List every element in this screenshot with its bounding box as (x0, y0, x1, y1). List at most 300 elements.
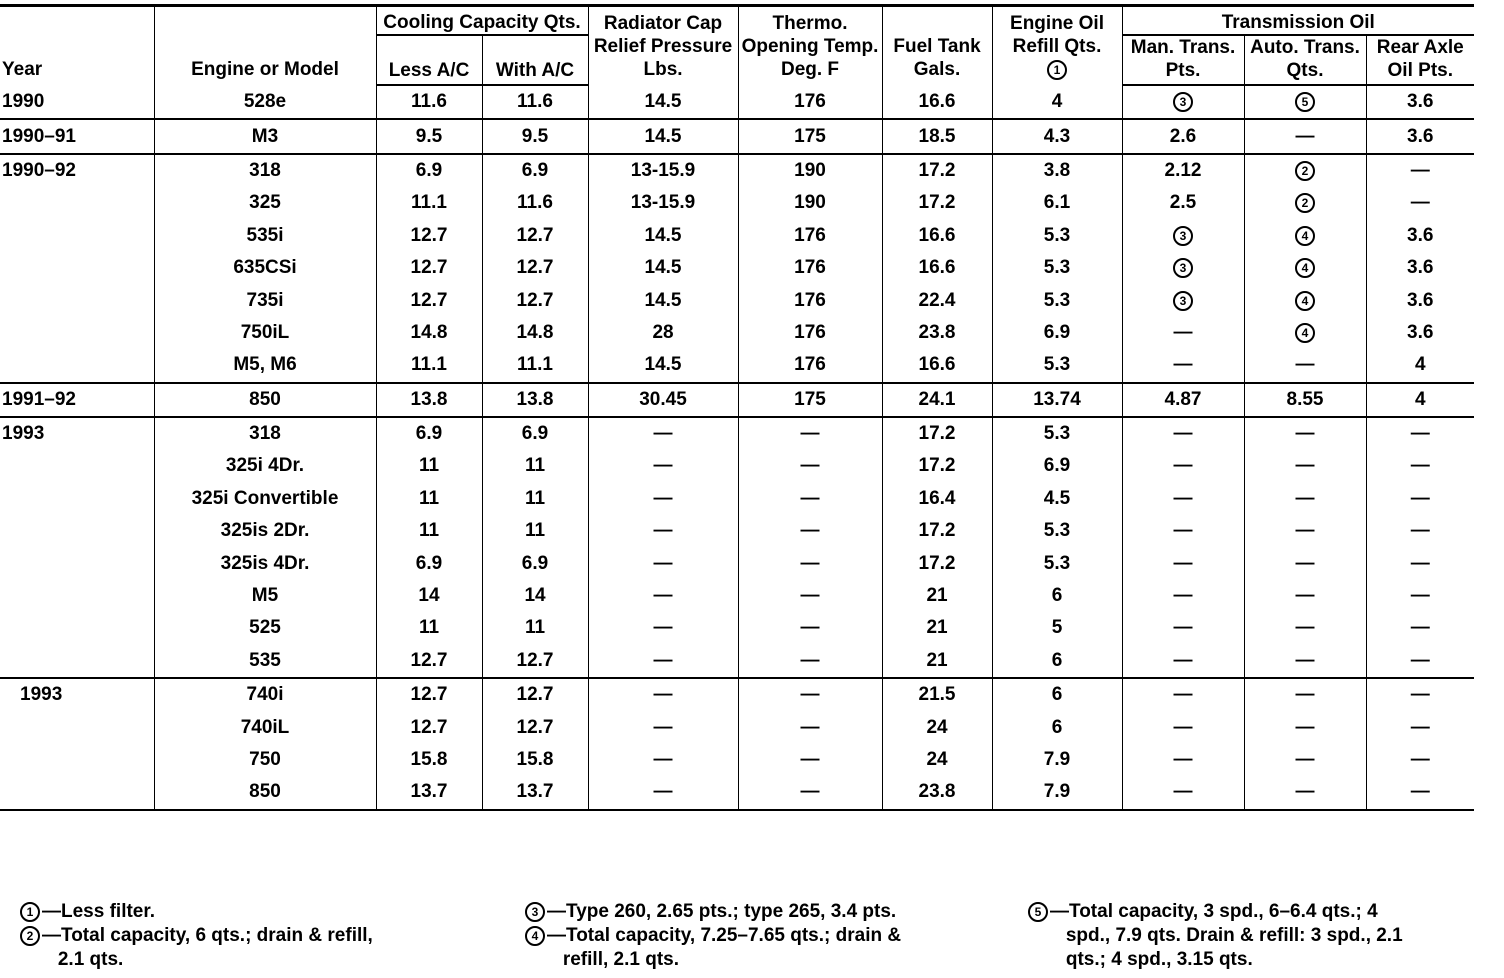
cell-model: 535i (154, 220, 376, 252)
cell-fuel: 17.2 (882, 154, 992, 187)
cell-year (0, 612, 154, 644)
cell-less-ac: 12.7 (376, 284, 482, 316)
cell-man-trans: — (1122, 317, 1244, 349)
cell-thermo: — (738, 711, 882, 743)
footnote-number-icon: 2 (20, 926, 40, 946)
cell-with-ac: 6.9 (482, 547, 588, 579)
cell-year: 1990–91 (0, 119, 154, 153)
cell-radiator: — (588, 580, 738, 612)
cell-oil: 5.3 (992, 220, 1122, 252)
cell-oil: 6 (992, 580, 1122, 612)
footnote-text: —Type 260, 2.65 pts.; type 265, 3.4 pts. (547, 901, 897, 922)
footnote-ref-icon: 3 (1173, 291, 1193, 311)
footnote-text: —Total capacity, 6 qts.; drain & refill, 2.1 qts. (42, 925, 373, 970)
cell-with-ac: 11 (482, 450, 588, 482)
footnote-ref-icon: 4 (1295, 258, 1315, 278)
cell-model: M3 (154, 119, 376, 153)
cell-year (0, 776, 154, 809)
cell-auto-trans: — (1244, 645, 1366, 678)
cell-with-ac: 11.1 (482, 349, 588, 382)
cell-model: 318 (154, 154, 376, 187)
cell-thermo: 190 (738, 187, 882, 219)
footnote-5 (1028, 900, 1403, 972)
table-row (0, 317, 1474, 349)
cell-oil: 5.3 (992, 515, 1122, 547)
cell-model: 750iL (154, 317, 376, 349)
header-man-trans: Man. Trans. Pts. (1122, 35, 1244, 85)
cell-radiator: 28 (588, 317, 738, 349)
table-row (0, 711, 1474, 743)
cell-man-trans: — (1122, 547, 1244, 579)
cell-rear-axle: — (1366, 678, 1474, 711)
cell-man-trans (1122, 252, 1244, 284)
cell-rear-axle: — (1366, 612, 1474, 644)
header-engine-oil-label: Engine Oil Refill Qts. (1010, 13, 1104, 57)
footnote-ref-icon: 2 (1295, 161, 1315, 181)
table-row (0, 85, 1474, 119)
cell-radiator: 14.5 (588, 349, 738, 382)
cell-man-trans (1122, 85, 1244, 119)
cell-fuel: 21 (882, 612, 992, 644)
table-row (0, 284, 1474, 316)
cell-less-ac: 11 (376, 612, 482, 644)
cell-thermo: — (738, 417, 882, 450)
cell-model: 850 (154, 776, 376, 809)
cell-oil: 7.9 (992, 744, 1122, 776)
cell-year: 1990 (2, 90, 45, 112)
cell-with-ac: 6.9 (482, 417, 588, 450)
cell-fuel: 21.5 (882, 678, 992, 711)
cell-thermo: — (738, 776, 882, 809)
cell-fuel: 24 (882, 711, 992, 743)
cell-year: 1990–92 (0, 154, 154, 187)
cell-with-ac: 11 (482, 515, 588, 547)
cell-auto-trans: — (1244, 483, 1366, 515)
footnote-number-icon: 5 (1028, 902, 1048, 922)
cell-thermo: 175 (738, 119, 882, 153)
footnote-ref-icon: 4 (1295, 226, 1315, 246)
cell-year (0, 547, 154, 579)
cell-thermo: — (738, 744, 882, 776)
cell-less-ac: 14.8 (376, 317, 482, 349)
cell-thermo: — (738, 645, 882, 678)
cell-oil: 5.3 (992, 547, 1122, 579)
cell-oil: 4.3 (992, 119, 1122, 153)
footnote-number-icon: 1 (20, 902, 40, 922)
cell-year: 1993 (0, 417, 154, 450)
header-engine-model: Engine or Model (154, 6, 376, 86)
cell-radiator: 14.5 (588, 119, 738, 153)
cell-rear-axle: 3.6 (1366, 252, 1474, 284)
cell-year (0, 483, 154, 515)
cell-rear-axle: 4 (1366, 383, 1474, 417)
footnote-ref-icon: 3 (1173, 258, 1193, 278)
table-row (0, 580, 1474, 612)
cell-less-ac: 15.8 (376, 744, 482, 776)
table-row (0, 776, 1474, 809)
cell-radiator: — (588, 678, 738, 711)
cell-radiator: — (588, 645, 738, 678)
cell-model: 635CSi (154, 252, 376, 284)
cell-man-trans: — (1122, 612, 1244, 644)
cell-radiator: — (588, 612, 738, 644)
cell-with-ac: 11.6 (482, 187, 588, 219)
cell-auto-trans: — (1244, 744, 1366, 776)
footnote-ref-icon: 2 (1295, 193, 1315, 213)
cell-year: 1993 (0, 678, 154, 711)
cell-man-trans: — (1122, 417, 1244, 450)
cell-rear-axle: — (1366, 483, 1474, 515)
table-row (0, 744, 1474, 776)
cell-with-ac: 12.7 (482, 284, 588, 316)
cell-oil: 6.1 (992, 187, 1122, 219)
header-engine-oil (992, 6, 1122, 86)
cell-fuel: 16.6 (882, 220, 992, 252)
cell-model: 740iL (154, 711, 376, 743)
header-year: Year (0, 6, 154, 86)
cell-man-trans: — (1122, 776, 1244, 809)
cell-less-ac: 12.7 (376, 252, 482, 284)
header-auto-trans: Auto. Trans. Qts. (1244, 35, 1366, 85)
cell-with-ac: 11 (482, 612, 588, 644)
footnote-column-1 (20, 900, 373, 972)
cell-radiator: — (588, 450, 738, 482)
cell-rear-axle: — (1366, 744, 1474, 776)
cell-rear-axle: — (1366, 776, 1474, 809)
table-row (0, 252, 1474, 284)
cell-less-ac: 12.7 (376, 220, 482, 252)
header-radiator-cap: Radiator Cap Relief Pressure Lbs. (588, 6, 738, 86)
cell-thermo: — (738, 515, 882, 547)
cell-fuel: 17.2 (882, 515, 992, 547)
cell-with-ac: 14 (482, 580, 588, 612)
cell-rear-axle: — (1366, 417, 1474, 450)
cell-radiator: — (588, 711, 738, 743)
cell-less-ac: 6.9 (376, 547, 482, 579)
footnote-column-3 (1028, 900, 1403, 972)
footnote-ref-icon: 3 (1173, 226, 1193, 246)
footnote-text: —Total capacity, 3 spd., 6–6.4 qts.; 4 spd., 7.9 qts. Drain & refill: 3 spd., 2.1 qts.; 4 spd., 3.15 qts. (1050, 901, 1403, 970)
cell-less-ac: 6.9 (376, 154, 482, 187)
cell-radiator: 14.5 (588, 252, 738, 284)
footnote-1 (20, 900, 373, 924)
cell-auto-trans (1244, 252, 1366, 284)
table-row (0, 483, 1474, 515)
cell-thermo: 190 (738, 154, 882, 187)
cell-fuel: 16.6 (882, 349, 992, 382)
cell-thermo: — (738, 678, 882, 711)
cell-less-ac: 13.7 (376, 776, 482, 809)
cell-less-ac: 13.8 (376, 383, 482, 417)
cell-thermo: — (738, 483, 882, 515)
cell-radiator: — (588, 776, 738, 809)
table-row (0, 547, 1474, 579)
footnote-3 (525, 900, 901, 924)
cell-less-ac: 11.1 (376, 187, 482, 219)
cell-less-ac: 12.7 (376, 678, 482, 711)
footnote-ref-icon: 5 (1295, 92, 1315, 112)
cell-year (0, 515, 154, 547)
cell-oil: 6 (992, 678, 1122, 711)
cell-thermo: 176 (738, 85, 882, 119)
header-rear-axle: Rear Axle Oil Pts. (1366, 35, 1474, 85)
footnote-2 (20, 924, 373, 972)
cell-radiator: 13-15.9 (588, 154, 738, 187)
cell-fuel: 17.2 (882, 547, 992, 579)
cell-fuel: 16.6 (882, 252, 992, 284)
cell-radiator: — (588, 744, 738, 776)
footnote-marker-icon: 1 (1047, 60, 1067, 80)
footnote-ref-icon: 4 (1295, 291, 1315, 311)
cell-with-ac: 12.7 (482, 220, 588, 252)
cell-oil: 5.3 (992, 252, 1122, 284)
cell-less-ac: 11.6 (376, 85, 482, 119)
cell-man-trans (1122, 284, 1244, 316)
cell-with-ac: 13.7 (482, 776, 588, 809)
cell-model: M5 (154, 580, 376, 612)
cell-oil: 4 (992, 85, 1122, 119)
footnote-column-2 (525, 900, 901, 972)
cell-auto-trans (1244, 187, 1366, 219)
cell-thermo: 176 (738, 284, 882, 316)
cell-with-ac: 15.8 (482, 744, 588, 776)
cell-fuel: 16.6 (882, 85, 992, 119)
cell-auto-trans (1244, 154, 1366, 187)
cell-model: 750 (154, 744, 376, 776)
cell-oil: 5 (992, 612, 1122, 644)
cell-man-trans: — (1122, 678, 1244, 711)
header-fuel-tank: Fuel Tank Gals. (882, 6, 992, 86)
cell-rear-axle: — (1366, 645, 1474, 678)
cell-year (0, 744, 154, 776)
cell-fuel: 22.4 (882, 284, 992, 316)
cell-model: 325i Convertible (154, 483, 376, 515)
cell-auto-trans: — (1244, 678, 1366, 711)
cell-model: 528e (154, 85, 376, 119)
table-row (0, 187, 1474, 219)
footnote-ref-icon: 4 (1295, 323, 1315, 343)
cell-thermo: — (738, 612, 882, 644)
footnote-text: —Total capacity, 7.25–7.65 qts.; drain & refill, 2.1 qts. (547, 925, 902, 970)
header-cooling-capacity: Cooling Capacity Qts. (376, 6, 588, 36)
footnote-text: —Less filter. (42, 901, 155, 922)
cell-thermo: — (738, 580, 882, 612)
header-thermo: Thermo. Opening Temp. Deg. F (738, 6, 882, 86)
table-header (0, 6, 1474, 86)
cell-model: 318 (154, 417, 376, 450)
cell-year (0, 711, 154, 743)
cell-fuel: 17.2 (882, 417, 992, 450)
cell-radiator: — (588, 417, 738, 450)
footnote-4 (525, 924, 901, 972)
cell-man-trans: — (1122, 580, 1244, 612)
cell-model: 850 (154, 383, 376, 417)
cell-radiator: 30.45 (588, 383, 738, 417)
cell-auto-trans: — (1244, 417, 1366, 450)
capacity-table (0, 4, 1474, 811)
cell-oil: 6 (992, 645, 1122, 678)
cell-man-trans: — (1122, 515, 1244, 547)
cell-fuel: 23.8 (882, 776, 992, 809)
table-row (0, 220, 1474, 252)
cell-auto-trans (1244, 220, 1366, 252)
table-body (0, 85, 1474, 810)
cell-fuel: 21 (882, 645, 992, 678)
cell-with-ac: 13.8 (482, 383, 588, 417)
cell-rear-axle: — (1366, 515, 1474, 547)
cell-year (0, 645, 154, 678)
cell-fuel: 21 (882, 580, 992, 612)
table-row (0, 515, 1474, 547)
cell-oil: 6.9 (992, 450, 1122, 482)
cell-fuel: 16.4 (882, 483, 992, 515)
cell-model: M5, M6 (154, 349, 376, 382)
cell-fuel: 17.2 (882, 187, 992, 219)
cell-radiator: 14.5 (588, 85, 738, 119)
cell-less-ac: 11 (376, 515, 482, 547)
cell-year (0, 349, 154, 382)
cell-auto-trans: — (1244, 515, 1366, 547)
cell-fuel: 18.5 (882, 119, 992, 153)
cell-man-trans: — (1122, 645, 1244, 678)
cell-thermo: 176 (738, 252, 882, 284)
cell-fuel: 24.1 (882, 383, 992, 417)
cell-man-trans: 4.87 (1122, 383, 1244, 417)
cell-oil: 5.3 (992, 349, 1122, 382)
cell-oil: 6.9 (992, 317, 1122, 349)
cell-less-ac: 12.7 (376, 711, 482, 743)
cell-oil: 3.8 (992, 154, 1122, 187)
cell-with-ac: 11 (482, 483, 588, 515)
cell-oil: 13.74 (992, 383, 1122, 417)
cell-rear-axle: 3.6 (1366, 317, 1474, 349)
cell-model: 325 (154, 187, 376, 219)
cell-rear-axle: — (1366, 154, 1474, 187)
cell-with-ac: 12.7 (482, 645, 588, 678)
cell-less-ac: 14 (376, 580, 482, 612)
cell-fuel: 24 (882, 744, 992, 776)
cell-man-trans: — (1122, 711, 1244, 743)
cell-year (0, 450, 154, 482)
cell-with-ac: 12.7 (482, 711, 588, 743)
cell-thermo: 176 (738, 220, 882, 252)
cell-auto-trans: — (1244, 450, 1366, 482)
cell-model: 325i 4Dr. (154, 450, 376, 482)
cell-auto-trans: — (1244, 119, 1366, 153)
cell-auto-trans: — (1244, 580, 1366, 612)
cell-model: 325is 4Dr. (154, 547, 376, 579)
cell-fuel: 23.8 (882, 317, 992, 349)
cell-man-trans: — (1122, 744, 1244, 776)
cell-model: 735i (154, 284, 376, 316)
cell-with-ac: 14.8 (482, 317, 588, 349)
cell-radiator: 14.5 (588, 284, 738, 316)
cell-man-trans: 2.12 (1122, 154, 1244, 187)
cell-thermo: 176 (738, 349, 882, 382)
cell-less-ac: 12.7 (376, 645, 482, 678)
cell-auto-trans: — (1244, 776, 1366, 809)
cell-rear-axle: — (1366, 450, 1474, 482)
table-row (0, 119, 1474, 153)
cell-man-trans: — (1122, 450, 1244, 482)
table-row (0, 383, 1474, 417)
cell-oil: 6 (992, 711, 1122, 743)
cell-rear-axle: — (1366, 187, 1474, 219)
cell-man-trans: — (1122, 349, 1244, 382)
cell-with-ac: 12.7 (482, 252, 588, 284)
cell-auto-trans: — (1244, 612, 1366, 644)
cell-auto-trans: — (1244, 349, 1366, 382)
header-less-ac: Less A/C (376, 35, 482, 85)
cell-rear-axle: 3.6 (1366, 284, 1474, 316)
cell-with-ac: 12.7 (482, 678, 588, 711)
cell-auto-trans: — (1244, 547, 1366, 579)
cell-man-trans: — (1122, 483, 1244, 515)
table-row (0, 645, 1474, 678)
cell-thermo: 176 (738, 317, 882, 349)
cell-less-ac: 6.9 (376, 417, 482, 450)
cell-rear-axle: — (1366, 580, 1474, 612)
header-with-ac: With A/C (482, 35, 588, 85)
cell-fuel: 17.2 (882, 450, 992, 482)
cell-oil: 7.9 (992, 776, 1122, 809)
cell-model: 325is 2Dr. (154, 515, 376, 547)
cell-radiator: 14.5 (588, 220, 738, 252)
table-row (0, 450, 1474, 482)
cell-thermo: — (738, 450, 882, 482)
table-row (0, 612, 1474, 644)
cell-man-trans: 2.6 (1122, 119, 1244, 153)
table-row (0, 678, 1474, 711)
cell-auto-trans (1244, 284, 1366, 316)
cell-radiator: 13-15.9 (588, 187, 738, 219)
cell-radiator: — (588, 515, 738, 547)
cell-model: 740i (154, 678, 376, 711)
cell-oil: 5.3 (992, 417, 1122, 450)
cell-rear-axle: 3.6 (1366, 85, 1474, 119)
footnote-number-icon: 3 (525, 902, 545, 922)
cell-auto-trans (1244, 317, 1366, 349)
cell-year (0, 284, 154, 316)
cell-auto-trans (1244, 85, 1366, 119)
cell-with-ac: 6.9 (482, 154, 588, 187)
cell-rear-axle: 3.6 (1366, 119, 1474, 153)
cell-year (0, 317, 154, 349)
cell-radiator: — (588, 483, 738, 515)
cell-oil: 4.5 (992, 483, 1122, 515)
cell-year (0, 187, 154, 219)
footnote-ref-icon: 3 (1173, 92, 1193, 112)
cell-auto-trans: 8.55 (1244, 383, 1366, 417)
table-row (0, 417, 1474, 450)
cell-man-trans: 2.5 (1122, 187, 1244, 219)
cell-model: 535 (154, 645, 376, 678)
cell-man-trans (1122, 220, 1244, 252)
cell-thermo: — (738, 547, 882, 579)
cell-year: 1991–92 (0, 383, 154, 417)
cell-radiator: — (588, 547, 738, 579)
cell-rear-axle: 3.6 (1366, 220, 1474, 252)
cell-year (0, 580, 154, 612)
cell-less-ac: 11 (376, 450, 482, 482)
cell-auto-trans: — (1244, 711, 1366, 743)
cell-rear-axle: — (1366, 711, 1474, 743)
cell-with-ac: 11.6 (482, 85, 588, 119)
footnote-number-icon: 4 (525, 926, 545, 946)
cell-rear-axle: — (1366, 547, 1474, 579)
cell-less-ac: 9.5 (376, 119, 482, 153)
cell-thermo: 175 (738, 383, 882, 417)
